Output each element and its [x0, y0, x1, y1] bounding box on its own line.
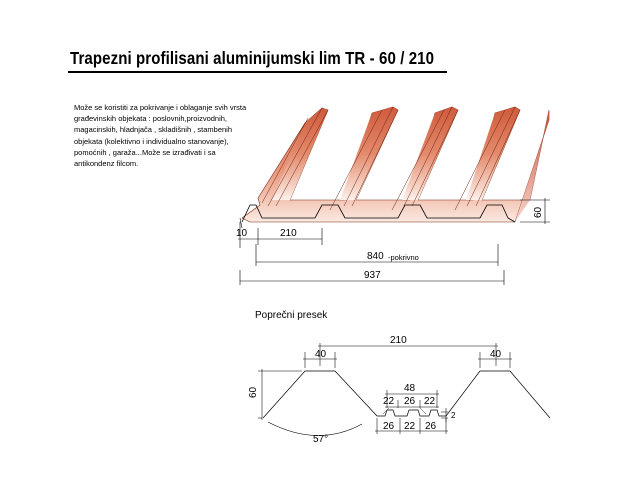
rib-web-2 — [340, 107, 398, 200]
dim-section-pitch-210: 210 — [390, 335, 407, 346]
dim-top-flange-left-40: 40 — [315, 349, 327, 360]
dim-stiffener-total-48: 48 — [404, 383, 416, 394]
dim-stiffener-top-22b: 22 — [424, 396, 436, 407]
product-description: Može se koristiti za pokrivanje i oblaganje svih vrsta građevinskih objekata : poslovnih,proizvodnih, magacinskih, hladnjača , skladišnih , stambenih objekata (kolektivno i individualno stanovanje), pomoćnih , garaža...Može se izrađivati i sa antikondenz filcom. — [74, 103, 247, 169]
dim-top-flange-right-40: 40 — [490, 349, 502, 360]
dim-angle-57: 57° — [313, 434, 329, 445]
dim-stiffener-bottom-26b: 26 — [425, 421, 437, 432]
dim-covering-note: -pokrivno — [388, 253, 419, 262]
dim-section-height-60: 60 — [248, 386, 259, 398]
dim-height-60: 60 — [533, 206, 544, 218]
dim-covering-840: 840 — [367, 251, 384, 262]
page-title: Trapezni profilisani aluminijumski lim TR - 60 / 210 — [70, 48, 435, 68]
rib-web-3 — [402, 107, 458, 200]
rib-web-1 — [272, 108, 328, 200]
dim-small-mark-2: 2 — [451, 411, 456, 420]
rib-web-4 — [466, 107, 520, 200]
dim-edge-10: 10 — [236, 228, 248, 239]
perspective-sheet — [240, 107, 549, 228]
dim-total-937: 937 — [364, 270, 381, 281]
dim-stiffener-bottom-26a: 26 — [383, 421, 395, 432]
dim-rib-pitch-210: 210 — [280, 228, 297, 239]
cross-section-label: Poprečni presek — [255, 310, 328, 321]
dim-stiffener-top-22a: 22 — [383, 396, 395, 407]
dim-stiffener-bottom-22: 22 — [404, 421, 416, 432]
cross-section-profile — [263, 371, 550, 418]
dim-stiffener-top-26: 26 — [404, 396, 416, 407]
